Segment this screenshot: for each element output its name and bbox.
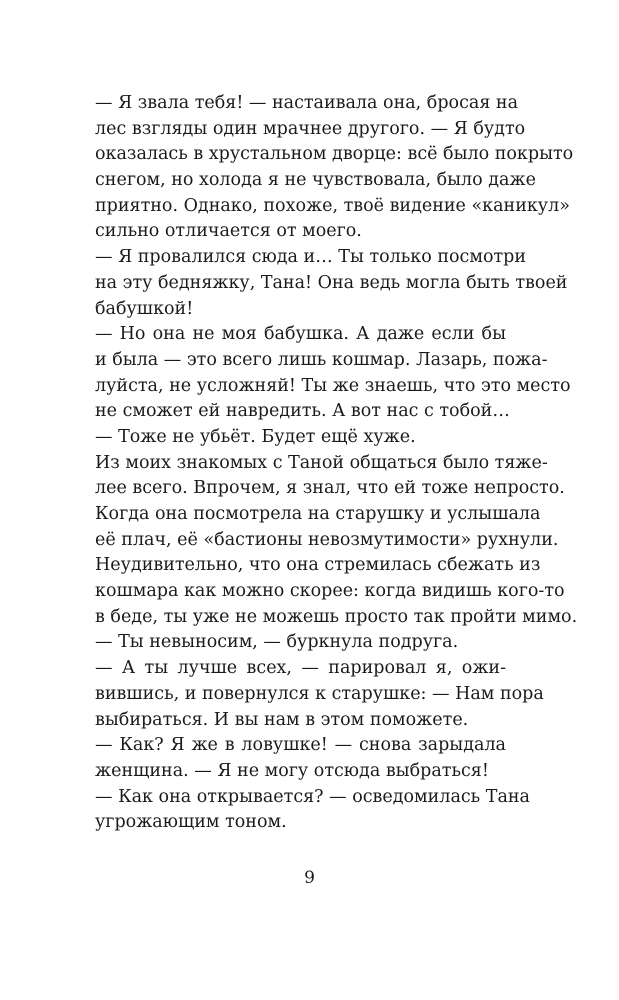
text-line: — Как? Я же в ловушке! — снова зарыдала <box>95 735 506 756</box>
text-line: — Я провалился сюда и… Ты только посмотри <box>95 247 527 268</box>
body-text <box>95 91 578 836</box>
text-line: — Я звала тебя! — настаивала она, бросая на <box>95 93 519 113</box>
text-line: оказалась в хрустальном дворце: всё было покрыто <box>95 144 574 165</box>
page-number: 9 <box>304 868 315 888</box>
text-line: — Но она не моя бабушка. А даже если бы <box>95 324 506 345</box>
text-line: женщина. — Я не могу отсюда выбраться! <box>95 760 489 781</box>
text-line: её плач, её «бастионы невозмутимости» рухнули. <box>95 529 559 550</box>
text-line: лес взгляды один мрачнее другого. — Я будто <box>95 118 526 139</box>
text-line: приятно. Однако, похоже, твоё видение «каникул» <box>95 195 570 216</box>
text-line: Неудивительно, что она стремилась сбежать из <box>95 555 541 576</box>
text-line: Из моих знакомых с Таной общаться было тяже- <box>95 452 548 473</box>
text-line: в беде, ты уже не можешь просто так пройти мимо. <box>95 606 578 627</box>
text-line: снегом, но холода я не чувствовала, было даже <box>95 170 536 191</box>
text-line: лее всего. Впрочем, я знал, что ей тоже непросто. <box>95 478 565 499</box>
text-line: — Как она открывается? — осведомилась Тана <box>95 786 530 807</box>
text-line: сильно отличается от моего. <box>95 221 362 242</box>
text-line: на эту бедняжку, Тана! Она ведь могла быть твоей <box>95 272 568 293</box>
text-line: Когда она посмотрела на старушку и услышала <box>95 504 541 524</box>
text-line: бабушкой! <box>95 298 194 319</box>
text-line: угрожающим тоном. <box>95 812 287 833</box>
text-line: и была — это всего лишь кошмар. Лазарь, пожа- <box>95 349 548 370</box>
text-line: выбираться. И вы нам в этом поможете. <box>95 709 469 730</box>
text-line: кошмара как можно скорее: когда видишь кого-то <box>95 581 565 602</box>
text-line: не сможет ей навредить. А вот нас с тобой… <box>95 401 510 422</box>
text-line: — Тоже не убьёт. Будет ещё хуже. <box>95 426 416 447</box>
text-line: вившись, и повернулся к старушке: — Нам пора <box>95 683 544 704</box>
text-line: — А ты лучше всех, — парировал я, ожи- <box>95 658 506 679</box>
text-line: — Ты невыносим, — буркнула подруга. <box>95 632 459 653</box>
text-line: луйста, не усложняй! Ты же знаешь, что это место <box>95 375 571 396</box>
